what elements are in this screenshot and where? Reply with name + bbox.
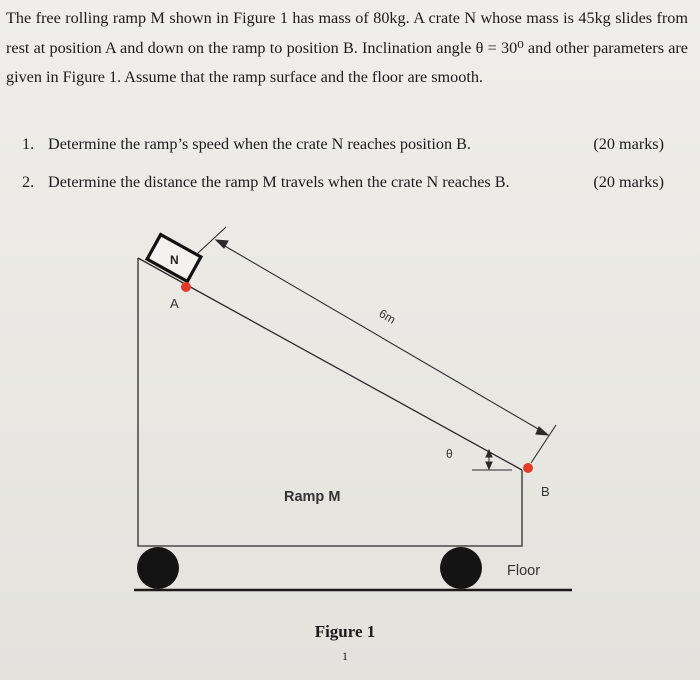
point-b-marker [523, 463, 533, 473]
question-number: 1. [22, 135, 35, 153]
ramp-label: Ramp M [284, 489, 341, 505]
figure-caption: Figure 1 [314, 622, 376, 641]
angle-label: θ [446, 447, 453, 461]
point-a-marker [181, 282, 191, 292]
question-marks: (20 marks) [593, 135, 664, 153]
left-wheel [137, 547, 179, 589]
point-b-label: B [541, 484, 550, 499]
length-label: 6m [376, 306, 399, 327]
dimension-line [197, 227, 556, 463]
question-marks: (20 marks) [593, 173, 664, 191]
right-wheel [440, 547, 482, 589]
crate-label: N [170, 253, 179, 267]
point-a-label: A [170, 296, 179, 311]
crate-n [147, 235, 201, 282]
question-number: 2. [22, 173, 35, 191]
page-number: 1 [342, 649, 348, 663]
floor-label: Floor [507, 563, 541, 579]
question-text: Determine the ramp’s speed when the crate N reaches position B. [48, 135, 471, 153]
question-text: Determine the distance the ramp M travels when the crate N reaches B. [48, 173, 510, 191]
problem-statement: The free rolling ramp M shown in Figure 1 has mass of 80kg. A crate N whose mass is 45kg slides from rest at position A and down on the ramp to position B. Inclination angle θ = 30⁰ and other parameters are given in Figure 1. Assume that the ramp surface and the floor are smooth. [6, 9, 688, 86]
